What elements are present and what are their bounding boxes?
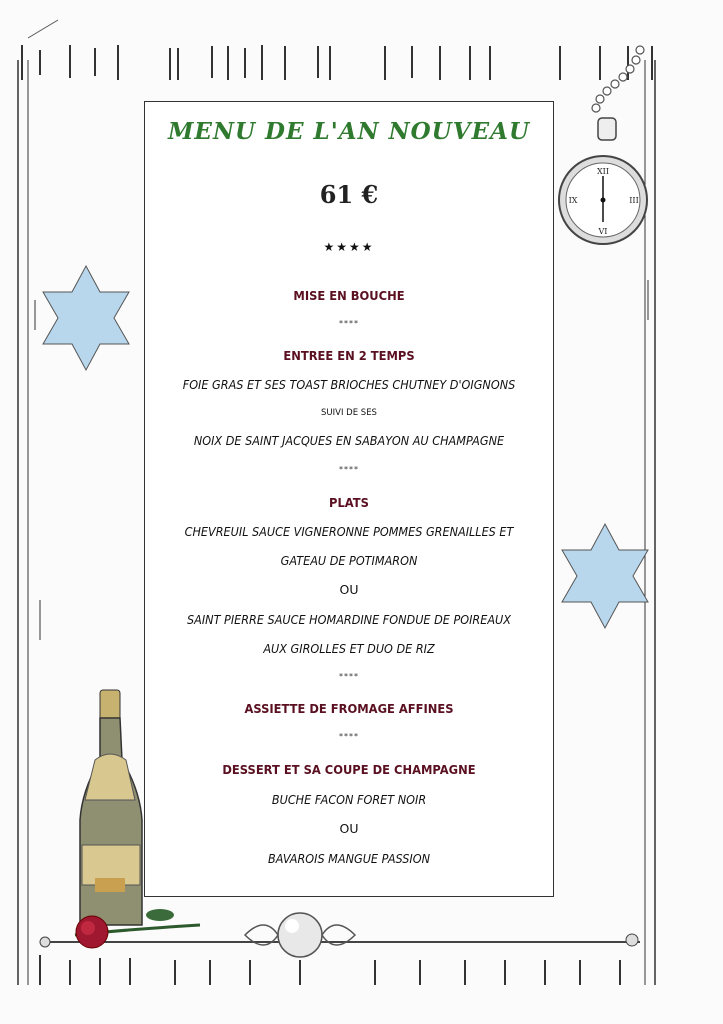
section-heading-mise-en-bouche: MISE EN BOUCHE	[293, 288, 405, 303]
menu-item: BAVAROIS MANGUE PASSION	[267, 851, 431, 866]
menu-title: MENU DE L'AN NOUVEAU	[167, 118, 531, 145]
menu-note: SUIVI DE SES	[321, 408, 377, 418]
separator: ****	[339, 465, 359, 474]
separator: ****	[339, 319, 359, 328]
pearl-icon	[245, 913, 355, 957]
pocket-watch-icon	[559, 46, 647, 244]
separator: ****	[339, 732, 359, 741]
menu-or: OU	[339, 821, 359, 836]
frame-bottom-pattern	[40, 955, 620, 985]
menu-or: OU	[339, 582, 359, 597]
menu-item: CHEVREUIL SAUCE VIGNERONNE POMMES GRENAILLES ET	[184, 524, 514, 539]
champagne-bottle-icon	[80, 690, 142, 925]
frame-top-pattern	[22, 45, 652, 80]
frame-left-border	[18, 60, 40, 985]
svg-text:VI: VI	[598, 227, 608, 236]
section-heading-fromage: ASSIETTE DE FROMAGE AFFINES	[244, 701, 454, 716]
svg-text:III: III	[629, 196, 639, 205]
separator: ****	[339, 672, 359, 681]
menu-item: NOIX DE SAINT JACQUES EN SABAYON AU CHAMPAGNE	[193, 433, 505, 448]
star-icon-right	[562, 524, 648, 628]
menu-card	[144, 101, 554, 897]
menu-item: BUCHE FACON FORET NOIR	[271, 792, 427, 807]
menu-price: 61 €	[319, 180, 379, 209]
section-heading-entree: ENTREE EN 2 TEMPS	[283, 348, 415, 363]
section-heading-plats: PLATS	[329, 495, 369, 510]
menu-item: AUX GIROLLES ET DUO DE RIZ	[263, 641, 435, 656]
svg-text:IX: IX	[568, 196, 578, 205]
menu-item: FOIE GRAS ET SES TOAST BRIOCHES CHUTNEY D'OIGNONS	[182, 377, 516, 392]
svg-text:XII: XII	[596, 167, 610, 176]
menu-item: SAINT PIERRE SAUCE HOMARDINE FONDUE DE POIREAUX	[187, 612, 511, 627]
section-heading-dessert: DESSERT ET SA COUPE DE CHAMPAGNE	[222, 762, 476, 777]
star-icon-left	[43, 266, 129, 370]
menu-item: GATEAU DE POTIMARON	[280, 553, 418, 568]
stars-separator: ★★★★	[323, 240, 375, 254]
